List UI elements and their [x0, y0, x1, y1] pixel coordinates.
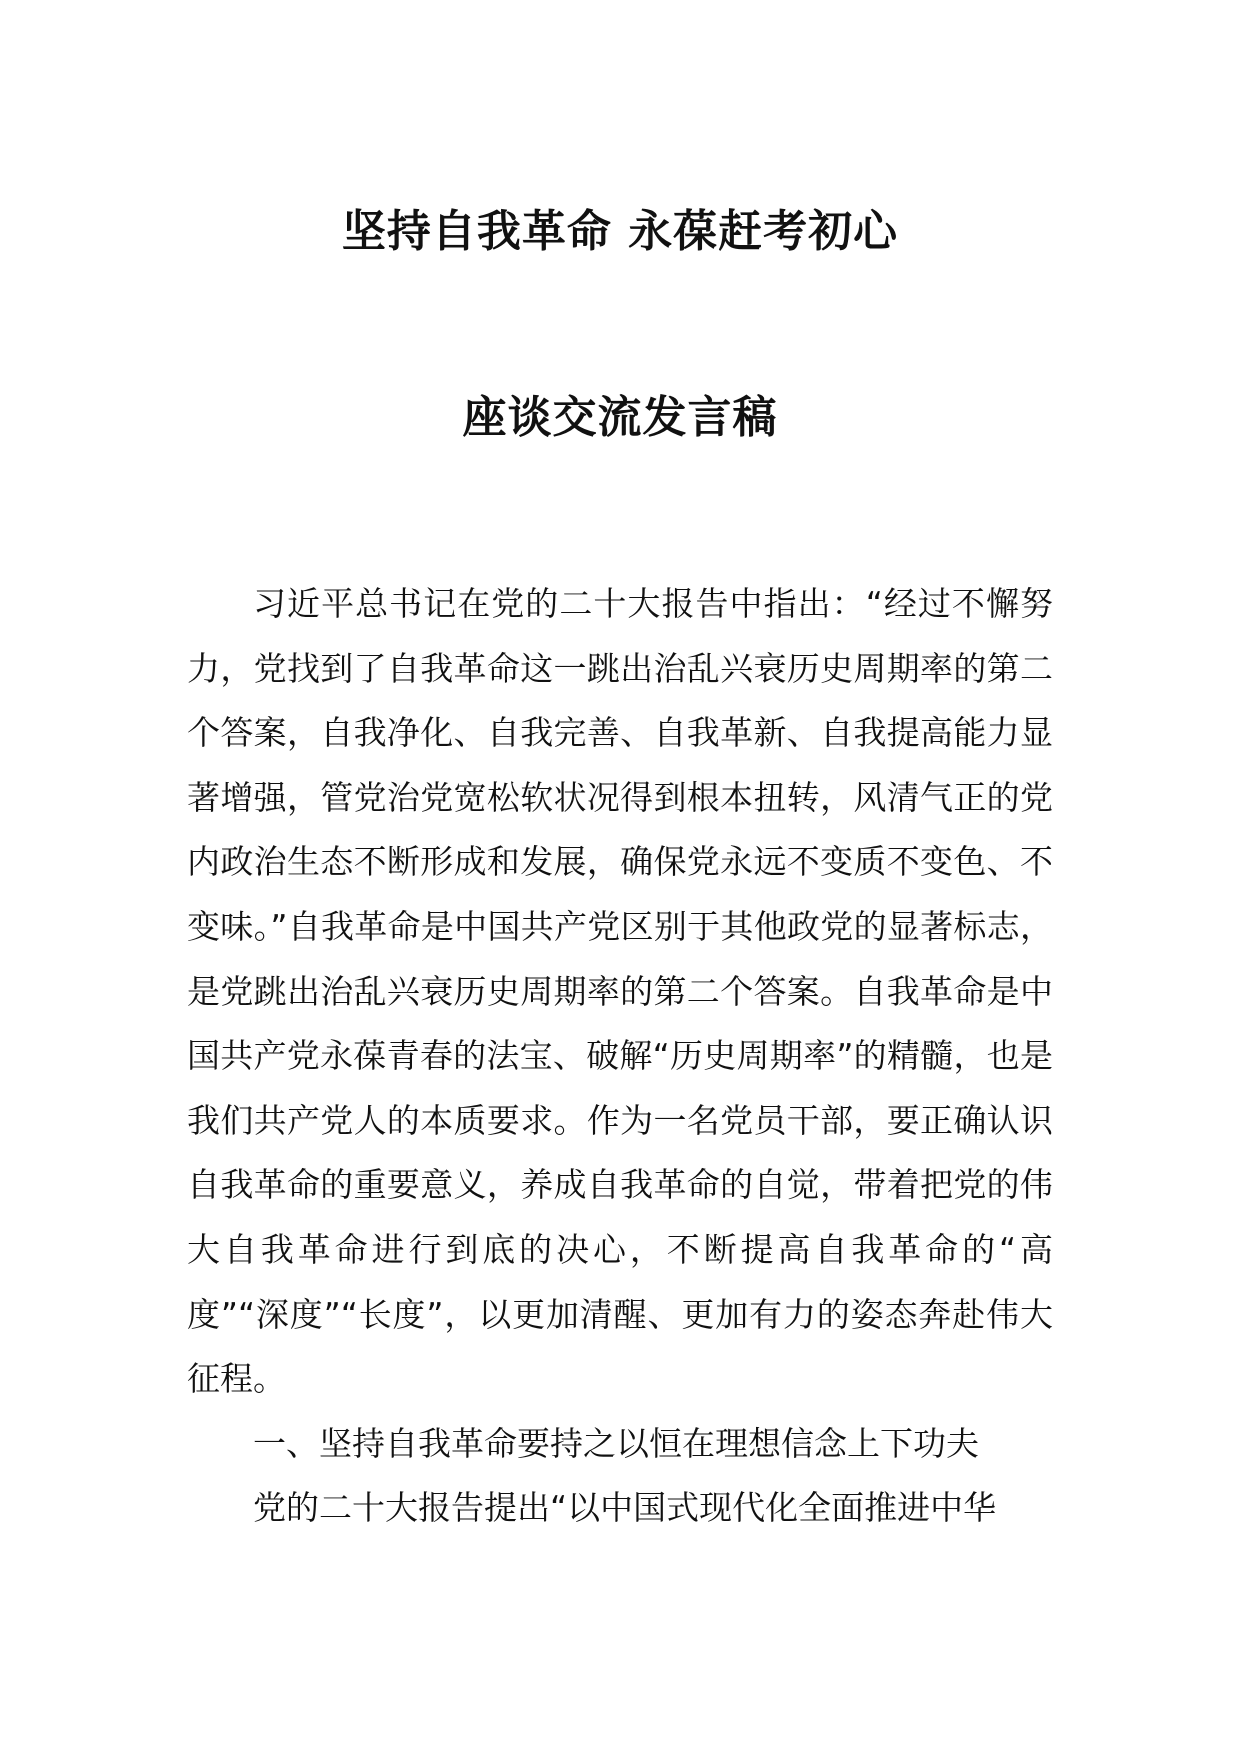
body-paragraph-intro: 习近平总书记在党的二十大报告中指出：“经过不懈努力，党找到了自我革命这一跳出治乱兴衰历史周期率的第二个答案，自我净化、自我完善、自我革新、自我提高能力显著增强，管党治党宽松软状况得到根本扭转，风清气正的党内政治生态不断形成和发展，确保党永远不变质不变色、不变味。”自我革命是中国共产党区别于其他政党的显著标志，是党跳出治乱兴衰历史周期率的第二个答案。自我革命是中国共产党永葆青春的法宝、破解“历史周期率”的精髓，也是我们共产党人的本质要求。作为一名党员干部，要正确认识自我革命的重要意义，养成自我革命的自觉，带着把党的伟大自我革命进行到底的决心，不断提高自我革命的“高度”“深度”“长度”，以更加清醒、更加有力的姿态奔赴伟大征程。: [187, 584, 1053, 1399]
section-heading-1: 一、坚持自我革命要持之以恒在理想信念上下功夫: [253, 1423, 979, 1463]
document-title: 坚持自我革命 永葆赶考初心: [341, 206, 899, 257]
document-subtitle: 座谈交流发言稿: [462, 392, 778, 443]
document-body: [187, 572, 1053, 1541]
body-paragraph-section-1: 党的二十大报告提出“以中国式现代化全面推进中华: [253, 1488, 997, 1528]
